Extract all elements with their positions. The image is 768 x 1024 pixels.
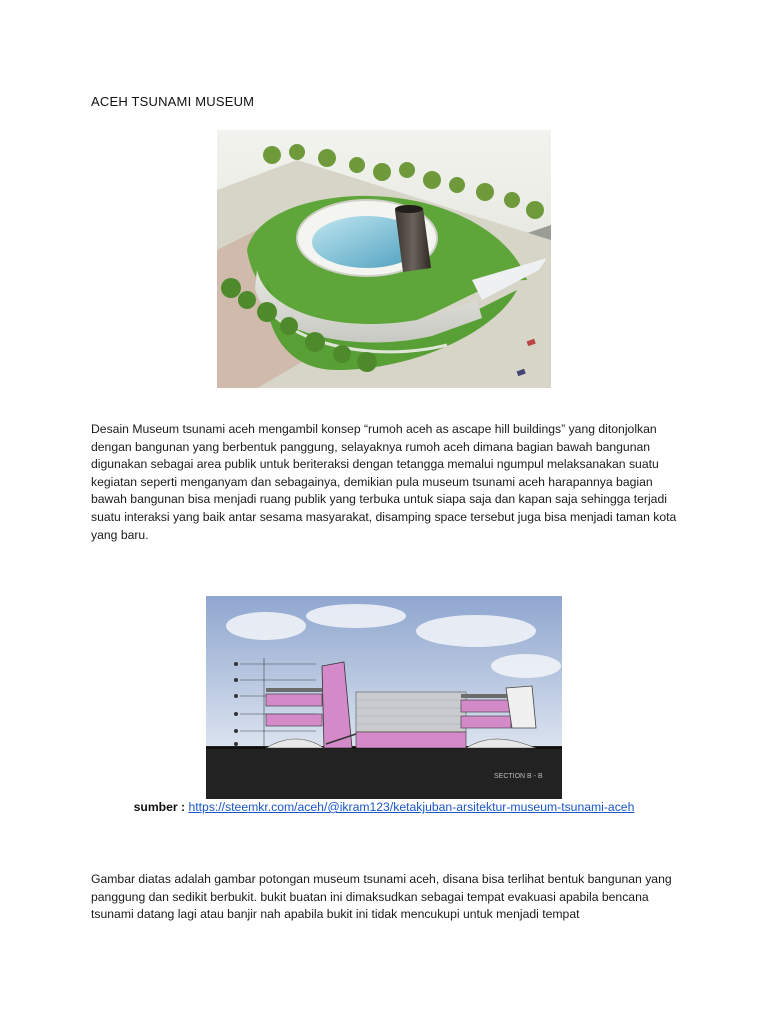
- section-label: SECTION B - B: [494, 773, 543, 780]
- figure-caption: [0, 800, 768, 814]
- museum-section-drawing: [206, 596, 562, 799]
- paragraph-concept: Desain Museum tsunami aceh mengambil konsep “rumoh aceh as ascape hill buildings” yang ditonjolkan dengan bangunan yang berbentuk panggung, selayaknya rumoh aceh dimana bagian bawah bangunan digunakan sebagai area publik untuk beriteraksi dengan tetangga memalui ngumpul melaksanakan suatu kegiatan seperti menganyam dan sebagainya, demikian pula museum tsunami aceh harapannya bagian bawah bangunan bisa menjadi ruang publik yang terbuka untuk siapa saja dan kapan saja sehingga terjadi suatu interaksi yang baik antar sesama masyarakat, disamping space tersebut juga bisa menjadi taman kota yang baru.: [91, 422, 677, 542]
- museum-aerial-illustration: [217, 130, 551, 388]
- caption-label: sumber :: [133, 800, 189, 814]
- section-illustration: [206, 596, 562, 799]
- museum-aerial-render: [217, 130, 551, 388]
- source-link[interactable]: https://steemkr.com/aceh/@ikram123/ketakjuban-arsitektur-museum-tsunami-aceh: [188, 800, 635, 814]
- document-title: ACEH TSUNAMI MUSEUM: [91, 94, 255, 109]
- paragraph-section-description: Gambar diatas adalah gambar potongan museum tsunami aceh, disana bisa terlihat bentuk bangunan yang panggung dan sedikit berbukit. bukit buatan ini dimaksudkan sebagai tempat evakuasi apabila bencana tsunami datang lagi atau banjir nah apabila bukit ini tidak mencukupi untuk menjadi tempat: [91, 872, 672, 922]
